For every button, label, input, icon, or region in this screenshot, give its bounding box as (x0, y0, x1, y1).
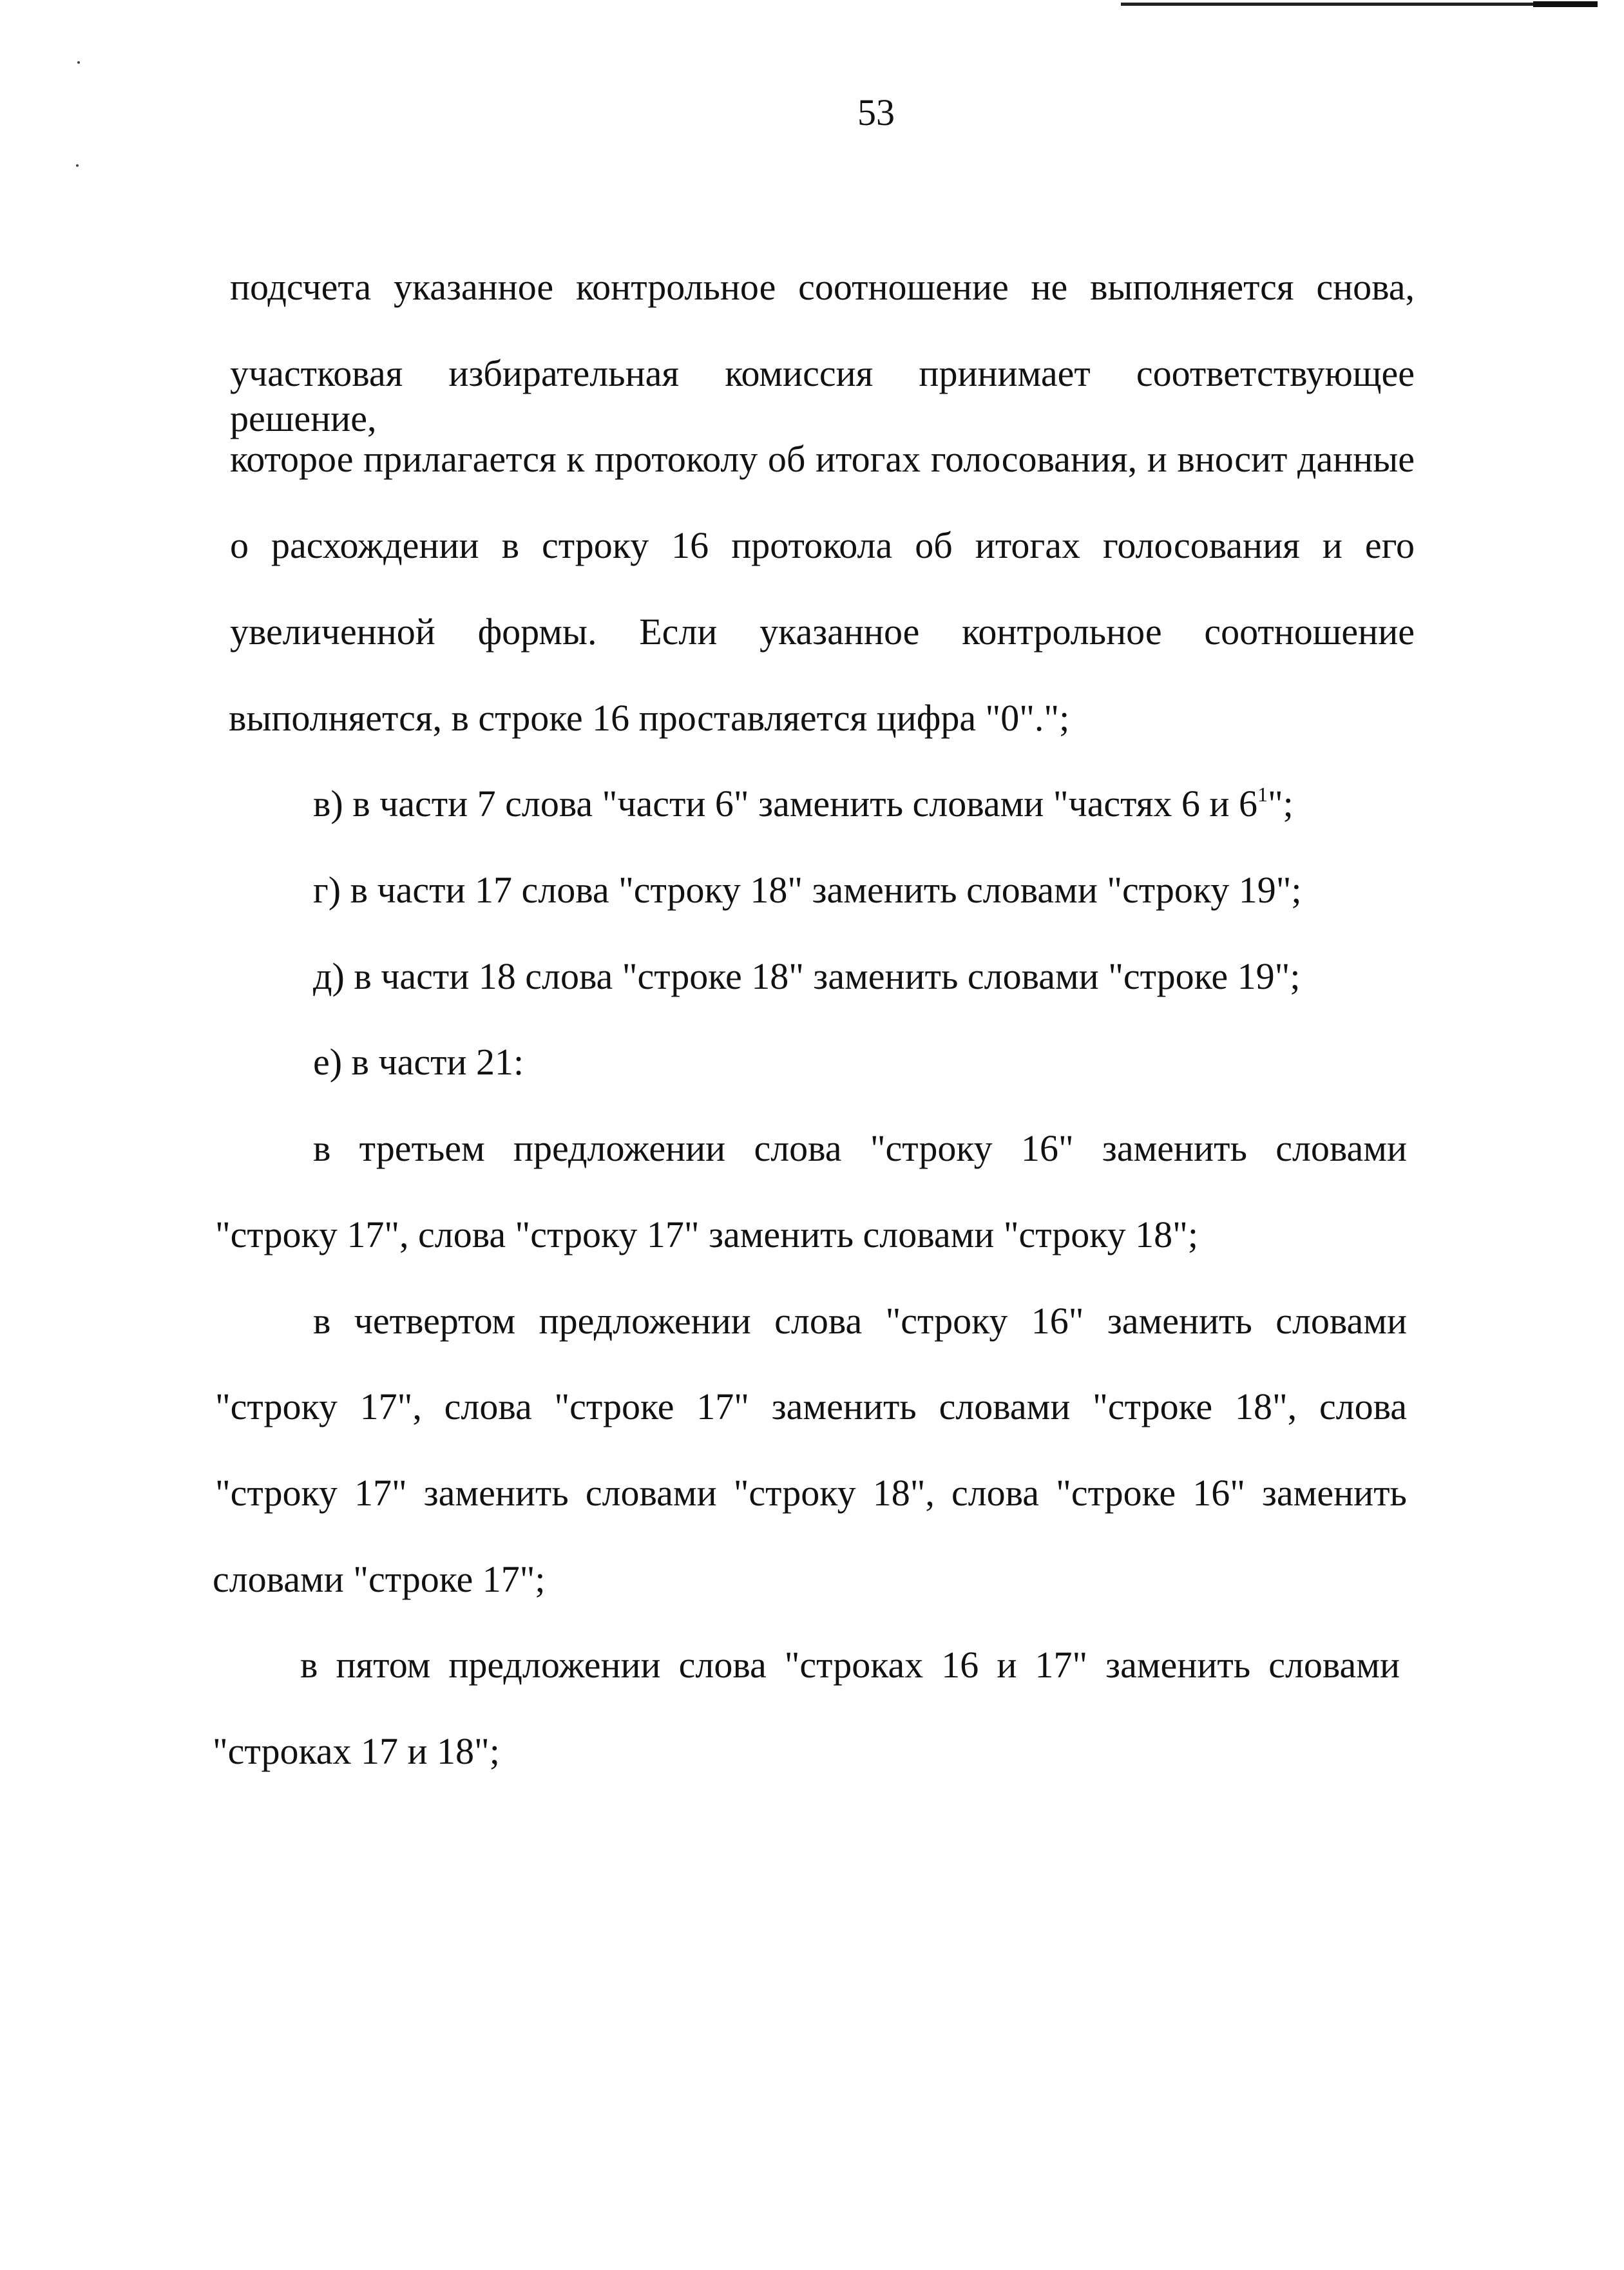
scan-edge-mark (1533, 1, 1598, 7)
text-line: "строку 17", слова "строке 17" заменить словами "строке 18", слова (215, 1386, 1407, 1427)
text-line: в четвертом предложении слова "строку 16" заменить словами (313, 1300, 1407, 1342)
amendment-item-e: е) в части 21: (313, 1041, 524, 1083)
text-line: о расхождении в строку 16 протокола об итогах голосования и его (230, 524, 1415, 566)
text-line: "строку 17" заменить словами "строку 18", слова "строке 16" заменить (215, 1472, 1407, 1514)
text-line: которое прилагается к протоколу об итогах голосования, и вносит данные (230, 438, 1415, 480)
amendment-item-d: д) в части 18 слова "строке 18" заменить словами "строке 19"; (313, 955, 1301, 997)
amendment-item-v (313, 781, 1294, 826)
scan-speck (76, 164, 79, 167)
text-line: подсчета указанное контрольное соотношение не выполняется снова, (230, 266, 1415, 308)
text-line: выполняется, в строке 16 проставляется цифра "0"."; (229, 697, 1070, 739)
text-fragment: "; (1267, 783, 1294, 825)
text-line: "строках 17 и 18"; (213, 1730, 500, 1772)
text-line: словами "строке 17"; (213, 1558, 546, 1600)
text-line: участковая избирательная комиссия принимает соответствующее решение, (230, 352, 1415, 439)
text-fragment: в) в части 7 слова "части 6" заменить словами "частях 6 и 6 (313, 783, 1257, 825)
page-number: 53 (857, 91, 895, 133)
text-line: "строку 17", слова "строку 17" заменить словами "строку 18"; (215, 1214, 1198, 1255)
superscript: 1 (1257, 783, 1268, 806)
scan-speck (77, 61, 80, 64)
scan-edge-line (1121, 3, 1594, 6)
amendment-item-g: г) в части 17 слова "строку 18" заменить словами "строку 19"; (313, 869, 1302, 911)
text-line: в пятом предложении слова "строках 16 и 17" заменить словами (300, 1644, 1400, 1686)
text-line: увеличенной формы. Если указанное контрольное соотношение (230, 611, 1415, 653)
text-line: в третьем предложении слова "строку 16" заменить словами (313, 1127, 1407, 1169)
